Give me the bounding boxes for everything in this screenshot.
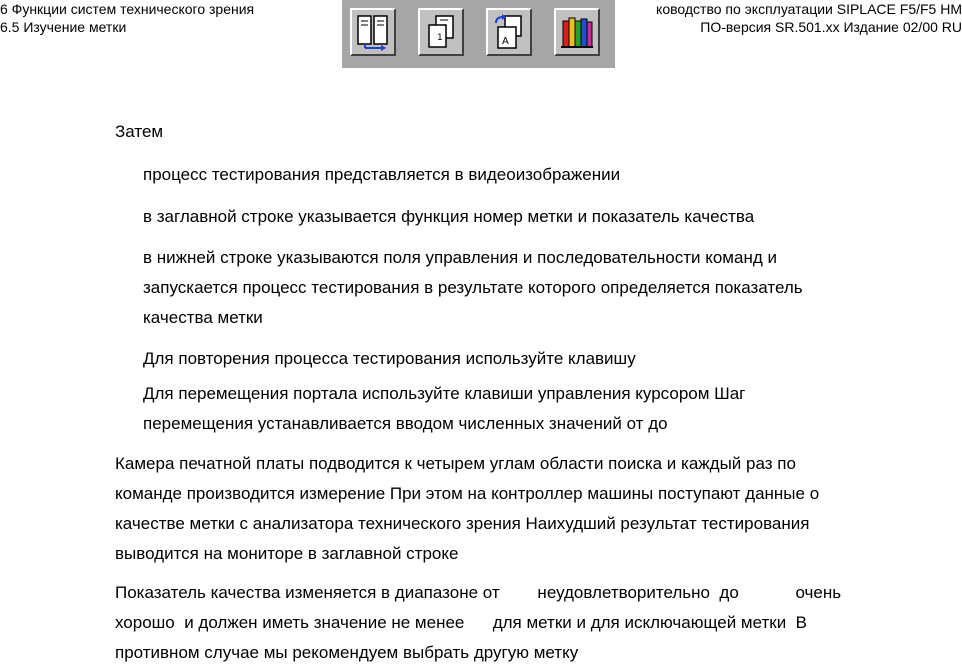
manual-title: ководство по эксплуатации SIPLACE F5/F5 HM bbox=[656, 1, 962, 17]
section-view-button[interactable] bbox=[350, 8, 396, 56]
section-title: 6.5 Изучение метки bbox=[0, 19, 127, 35]
document-marker-icon bbox=[491, 13, 527, 51]
pages-icon bbox=[423, 13, 459, 51]
chapter-title: 6 Функции систем технического зрения bbox=[0, 1, 255, 17]
list-item: Для перемещения портала используйте клавиши управления курсором Шаг перемещения устанавливается вводом численных значений от до bbox=[143, 384, 746, 433]
svg-text:A: A bbox=[502, 36, 509, 47]
svg-text:1: 1 bbox=[437, 33, 443, 43]
list-item: в нижней строке указываются поля управления и последовательности команд и запускается процесс тестирования в результате которого определяется показатель качества метки bbox=[143, 248, 803, 327]
pages-button[interactable] bbox=[418, 8, 464, 56]
library-button[interactable] bbox=[554, 8, 600, 56]
library-books-icon bbox=[559, 13, 595, 51]
section-view-icon bbox=[355, 13, 391, 51]
navigation-toolbar bbox=[342, 0, 615, 68]
header-left bbox=[0, 0, 254, 36]
paragraph: Показатель качества изменяется в диапазоне от неудовлетворительно до очень хорошо и должен иметь значение не менее для метки и для исключающей метки В противном случае мы рекомендуем выбрать другую метку bbox=[115, 583, 842, 662]
document-marker-button[interactable] bbox=[486, 8, 532, 56]
version-info: ПО-версия SR.501.xx Издание 02/00 RU bbox=[700, 19, 962, 35]
list-item: Для повторения процесса тестирования используйте клавишу bbox=[143, 349, 636, 368]
paragraph: Камера печатной платы подводится к четырем углам области поиска и каждый раз по команде производится измерение При этом на контроллер машины поступают данные о качестве метки с анализатора технического зрения Наихудший результат тестирования выводится на мониторе в заглавной строке bbox=[115, 454, 820, 563]
list-item: процесс тестирования представляется в видеоизображении bbox=[143, 165, 621, 184]
header-right bbox=[656, 0, 962, 36]
intro-text: Затем bbox=[115, 122, 164, 141]
list-item: в заглавной строке указывается функция номер метки и показатель качества bbox=[143, 207, 755, 226]
